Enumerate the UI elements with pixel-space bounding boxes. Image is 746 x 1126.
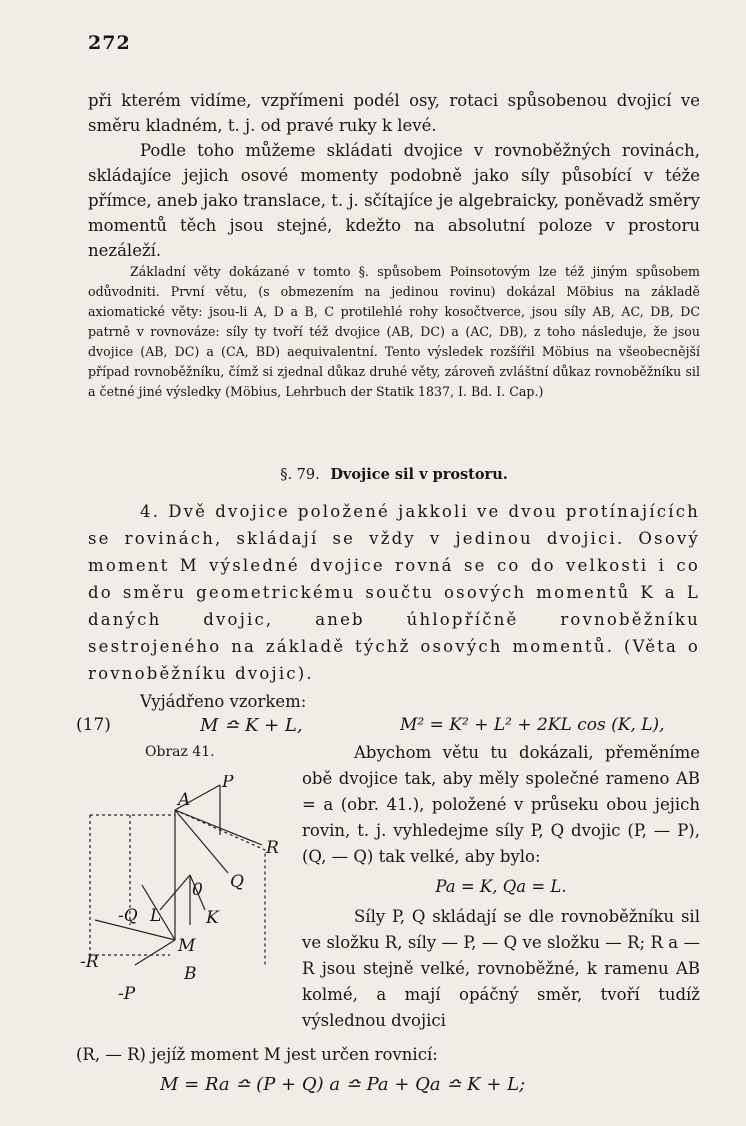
label-minus-p: -P xyxy=(118,984,136,1004)
bottom-block xyxy=(76,1042,700,1068)
label-minus-r: -R xyxy=(80,952,99,972)
equation-final: M = Ra ≏ (P + Q) a ≏ Pa + Qa ≏ K + L; xyxy=(160,1074,526,1095)
label-q: Q xyxy=(230,872,244,892)
expressed-line: Vyjádřeno vzorkem: xyxy=(140,692,307,711)
right-paragraph-2: Síly P, Q skládají se dle rovnoběžníku sil ve složku R, síly — P, — Q ve složku — R; R a — R jsou stejně velké, rovnoběžné, k ramenu AB kolmé, a mají opáčný směr, tvoří tudíž výslednou dvojici xyxy=(302,907,700,1030)
label-o: 0 xyxy=(192,880,203,900)
text-block-top xyxy=(88,88,700,263)
last-line: (R, — R) jejíž moment M jest určen rovnicí: xyxy=(76,1045,438,1064)
label-minus-q: -Q xyxy=(118,906,138,926)
equation-number: (17) xyxy=(76,715,111,735)
force-r-line xyxy=(175,810,262,845)
label-b: B xyxy=(184,964,197,984)
small-paragraph: Základní věty dokázané v tomto §. spůsobem Poinsotovým lze též jiným spůsobem odůvodniti. První větu, (s obmezením na jedinou rovinu) dokázal Möbius na základě axiomatické věty: jsou-li A, D a B, C protilehlé rohy kosočtverce, jsou síly AB, AC, DB, DC patrně v rovnováze: síly ty tvoří též dvojice (AB, DC) a (AC, DB), z toho následuje, že jsou dvojice (AB, DC) a (CA, BD) aequivalentní. Tento výsledek rozšířil Möbius na všeobecnější případ rovnoběžníku, čímž si zjednal důkaz druhé věty, zároveň zvláštní důkaz rovnoběžníku sil a četné jiné výsledky (Möbius, Lehrbuch der Statik 1837, I. Bd. I. Cap.) xyxy=(88,264,700,399)
theorem-text: 4. Dvě dvojice položené jakkoli ve dvou protínajících se rovinách, skládají se vždy v jedinou dvojici. Osový moment M výsledné dvojice rovná se co do velkosti i co do směru geometrickému součtu osových momentů K a L daných dvojic, aneb úhlopříčně rovnoběžníku sestrojeného na základě týchž osových momentů. (Věta o rovnoběžníku dvojic). xyxy=(88,502,700,683)
label-l: L xyxy=(150,906,162,926)
section-number: §. 79. xyxy=(280,467,320,483)
label-a: A xyxy=(178,790,191,810)
paragraph-1: při kterém vidíme, vzpřímeni podél osy, rotaci spůsobenou dvojicí ve směru kladném, t. j. od pravé ruky k levé. xyxy=(88,91,700,135)
right-column xyxy=(302,740,700,1034)
equation-scalar: M² = K² + L² + 2KL cos (K, L), xyxy=(400,715,665,735)
footnote-block xyxy=(88,262,700,402)
label-m: M xyxy=(178,936,196,956)
label-r: R xyxy=(266,838,279,858)
section-title: Dvojice sil v prostoru. xyxy=(330,466,508,483)
force-mp-line xyxy=(135,940,175,965)
page-number: 272 xyxy=(88,32,131,54)
figure-label: Obraz 41. xyxy=(145,744,215,760)
right-paragraph: Abychom větu tu dokázali, přeměníme obě dvojice tak, aby měly společné rameno AB = a (obr. 41.), položené v průseku obou jejich rovin, t. j. vyhledejme síly P, Q dvojic (P, — P), (Q, — Q) tak velké, aby bylo: xyxy=(302,743,700,866)
theorem-block xyxy=(88,498,700,714)
section-heading xyxy=(88,466,700,483)
equation-pq: Pa = K, Qa = L. xyxy=(435,877,567,896)
equation-vector: M ≏ K + L, xyxy=(200,715,303,736)
label-p: P xyxy=(222,775,234,792)
figure-41-diagram xyxy=(80,775,295,1015)
paragraph-2: Podle toho můžeme skládati dvojice v rovnoběžných rovinách, skládajíce jejich osové momenty podobně jako síly působící v téže přímce, aneb jako translace, t. j. sčítajíce je algebraicky, poněvadž směry momentů těch jsou stejné, kdežto na absolutní poloze v prostoru nezáleží. xyxy=(88,141,700,260)
label-k: K xyxy=(206,908,219,928)
